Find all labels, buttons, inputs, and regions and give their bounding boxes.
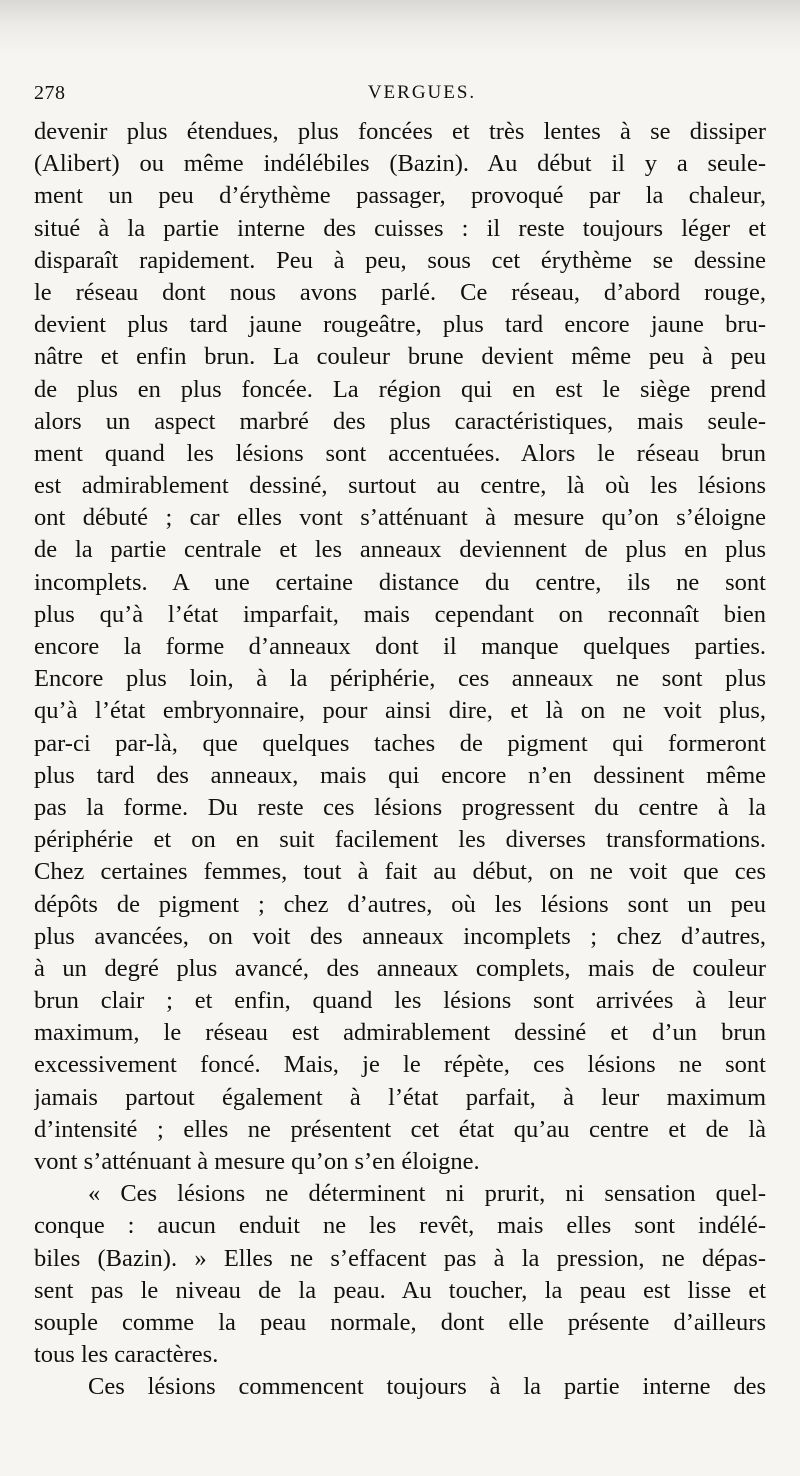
text-line: devenir plus étendues, plus foncées et très lentes à se dissiper [34, 118, 766, 145]
text-line: disparaît rapidement. Peu à peu, sous cet érythème se dessine [34, 246, 766, 274]
body-text [34, 116, 766, 1404]
page-header [34, 82, 774, 110]
text-line: devient plus tard jaune rougeâtre, plus tard encore jaune bru- [34, 311, 766, 339]
text-line: nâtre et enfin brun. La couleur brune devient même peu à peu [34, 343, 766, 371]
text-line: excessivement foncé. Mais, je le répète, ces lésions ne sont [34, 1051, 766, 1079]
text-line: Chez certaines femmes, tout à fait au début, on ne voit que ces [34, 858, 766, 886]
text-line: (Alibert) ou même indélébiles (Bazin). Au début il y a seule- [34, 150, 766, 178]
text-line: « Ces lésions ne déterminent ni prurit, ni sensation quel- [88, 1180, 766, 1208]
text-line: à un degré plus avancé, des anneaux complets, mais de couleur [34, 954, 766, 982]
page-top-shadow [0, 0, 800, 55]
text-line: le réseau dont nous avons parlé. Ce réseau, d’abord rouge, [34, 278, 766, 306]
text-line: périphérie et on en suit facilement les diverses transformations. [34, 826, 766, 854]
text-line: conque : aucun enduit ne les revêt, mais elles sont indélé- [34, 1212, 766, 1240]
text-line: par-ci par-là, que quelques taches de pigment qui formeront [34, 729, 766, 757]
text-line: sent pas le niveau de la peau. Au toucher, la peau est lisse et [34, 1276, 766, 1304]
text-line: de la partie centrale et les anneaux deviennent de plus en plus [34, 536, 766, 564]
text-line: d’intensité ; elles ne présentent cet état qu’au centre et de là [34, 1115, 766, 1143]
text-line: de plus en plus foncée. La région qui en est le siège prend [34, 375, 766, 403]
text-line: alors un aspect marbré des plus caractéristiques, mais seule- [34, 407, 766, 435]
text-line: souple comme la peau normale, dont elle présente d’ailleurs [34, 1308, 766, 1336]
page-number: 278 [34, 82, 66, 104]
text-line: maximum, le réseau est admirablement dessiné et d’un brun [34, 1019, 766, 1047]
text-line: Encore plus loin, à la périphérie, ces anneaux ne sont plus [34, 665, 766, 693]
text-line: pas la forme. Du reste ces lésions progressent du centre à la [34, 793, 766, 821]
text-line: plus qu’à l’état imparfait, mais cependant on reconnaît bien [34, 600, 766, 628]
text-line: encore la forme d’anneaux dont il manque quelques parties. [34, 633, 766, 660]
text-line: ment un peu d’érythème passager, provoqué par la chaleur, [34, 182, 766, 210]
text-line: dépôts de pigment ; chez d’autres, où les lésions sont un peu [34, 890, 766, 918]
text-line: qu’à l’état embryonnaire, pour ainsi dire, et là on ne voit plus, [34, 697, 766, 725]
text-line: situé à la partie interne des cuisses : il reste toujours léger et [34, 214, 766, 242]
text-line: plus avancées, on voit des anneaux incomplets ; chez d’autres, [34, 922, 766, 950]
text-line: jamais partout également à l’état parfait, à leur maximum [34, 1083, 766, 1111]
text-line: plus tard des anneaux, mais qui encore n’en dessinent même [34, 761, 766, 789]
text-line: brun clair ; et enfin, quand les lésions sont arrivées à leur [34, 987, 766, 1015]
text-line: est admirablement dessiné, surtout au centre, là où les lésions [34, 472, 766, 500]
text-line: vont s’atténuant à mesure qu’on s’en éloigne. [34, 1148, 480, 1175]
text-line: Ces lésions commencent toujours à la partie interne des [88, 1373, 766, 1401]
running-title: VERGUES. [367, 82, 477, 103]
text-line: tous les caractères. [34, 1341, 219, 1369]
text-line: incomplets. A une certaine distance du centre, ils ne sont [34, 568, 766, 596]
text-line: ment quand les lésions sont accentuées. Alors le réseau brun [34, 439, 766, 467]
text-line: ont débuté ; car elles vont s’atténuant à mesure qu’on s’éloigne [34, 504, 766, 532]
text-line: biles (Bazin). » Elles ne s’effacent pas à la pression, ne dépas- [34, 1244, 766, 1272]
